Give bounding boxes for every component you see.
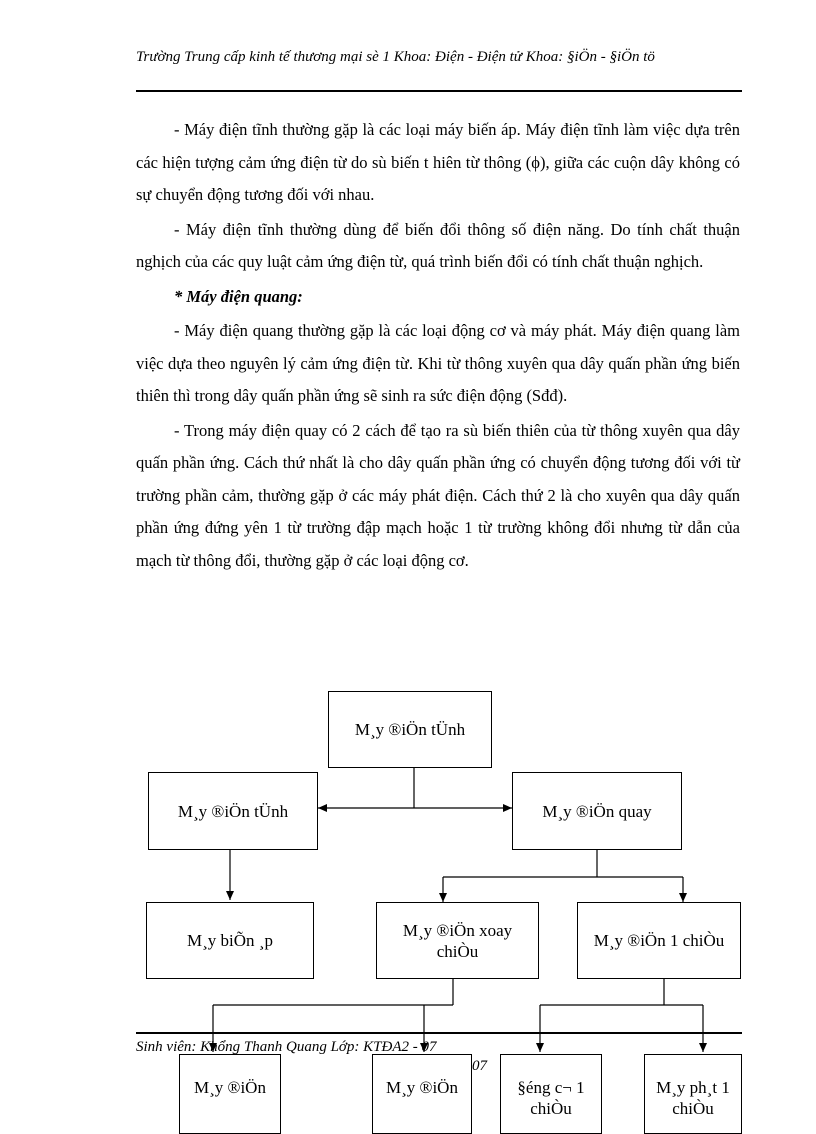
box-dc-generator-label: M¸y ph¸t 1 chiÒu [656, 1078, 730, 1118]
box-ac-sub1-label: M¸y ®iÖn [194, 1078, 266, 1097]
box-transformer-label: M¸y biÕn ¸p [187, 931, 273, 950]
box-root-label: M¸y ®iÖn tÜnh [354, 720, 466, 739]
box-dc-label: M¸y ®iÖn 1 chiÒu [593, 931, 725, 950]
box-static-machine [148, 772, 318, 850]
box-static-label: M¸y ®iÖn tÜnh [177, 801, 289, 821]
footer-class-suffix: 07 [472, 1058, 487, 1074]
box-rotating-label: M¸y ®iÖn quay [542, 801, 652, 821]
footer-divider [136, 1032, 742, 1034]
paragraph-rotating-methods: - Trong máy điện quay có 2 cách để tạo ra sù biến thiên của từ thông xuyên qua dây quấn phần ứng. Cách thứ nhất là cho dây quấn phần ứng có chuyển động tương đối với từ trường phần cảm, thường gặp ở các máy phát điện. Cách thứ 2 là cho xuyên qua dây quấn phần ứng đứng yên 1 từ trường đập mạch hoặc 1 từ trường không đổi nhưng từ dẫn của mạch từ thông đổi, thường gặp ở các loại động cơ. [136, 420, 740, 570]
paragraph-static-machine: - Máy điện tĩnh thường gặp là các loại máy biến áp. Máy điện tĩnh làm việc dựa trên các hiện tượng cảm ứng điện từ do sù biến t hiên từ thông (ϕ), giữa các cuộn dây không có sự chuyển động tương đối với nhau. [136, 120, 740, 204]
box-dc-generator [644, 1054, 742, 1134]
box-dc-motor-label: §éng c¬ 1 chiÒu [517, 1078, 585, 1118]
page-footer [136, 1038, 506, 1076]
box-transformer [146, 902, 314, 979]
box-dc-machine [577, 902, 741, 979]
box-ac-label: M¸y ®iÖn xoay chiÒu [402, 920, 513, 961]
box-ac-machine [376, 902, 539, 979]
footer-student-line: Sinh viên: Khổng Thanh Quang Lớp: KTĐA2 - 07 [136, 1039, 437, 1055]
page-header: Trường Trung cấp kinh tế thương mại sè 1 Khoa: Điện - Điện tử Khoa: §iÖn - §iÖn tö [136, 49, 655, 65]
section-heading: * Máy điện quang: [174, 286, 303, 306]
box-root-machine [328, 691, 492, 768]
paragraph-static-conversion: - Máy điện tĩnh thường dùng để biến đổi thông số điện năng. Do tính chất thuận nghịch của các quy luật cảm ứng điện từ, quá trình biến đổi có tính chất thuận nghịch. [136, 219, 740, 271]
box-dc-motor [500, 1054, 602, 1134]
box-rotating-machine [512, 772, 682, 850]
box-ac-sub2-label: M¸y ®iÖn [386, 1078, 458, 1097]
paragraph-rotating-machine: - Máy điện quang thường gặp là các loại động cơ và máy phát. Máy điện quang làm việc dựa theo nguyên lý cảm ứng điện từ. Khi từ thông xuyên qua dây quấn phần ứng biến thiên thì trong dây quấn phần ứng sẽ sinh ra sức điện động (Sđđ). [136, 321, 740, 405]
